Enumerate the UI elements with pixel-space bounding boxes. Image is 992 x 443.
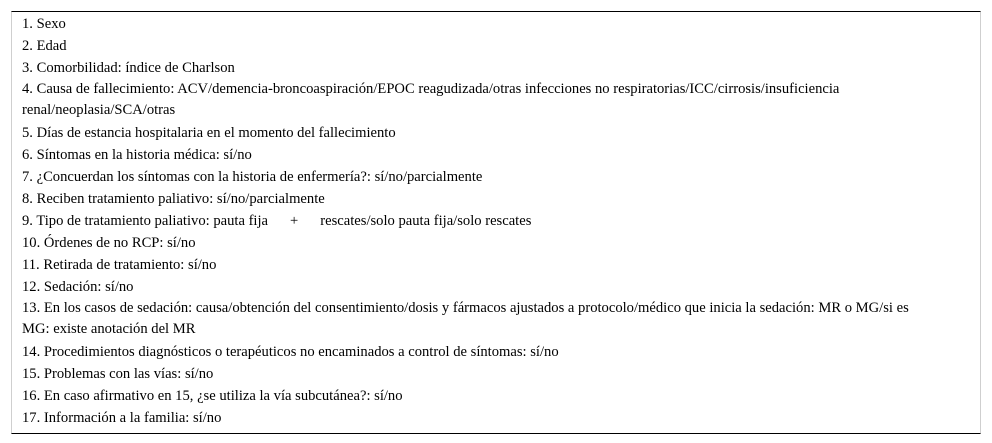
variables-table xyxy=(11,11,981,434)
list-item: 5. Días de estancia hospitalaria en el momento del fallecimiento xyxy=(22,125,396,141)
list-item: 1. Sexo xyxy=(22,16,66,32)
list-item: 6. Síntomas en la historia médica: sí/no xyxy=(22,147,252,163)
list-item: 14. Procedimientos diagnósticos o terapéuticos no encaminados a control de síntomas: sí/no xyxy=(22,344,559,360)
variables-list xyxy=(12,13,980,429)
list-item: 3. Comorbilidad: índice de Charlson xyxy=(22,60,235,76)
list-item: 17. Información a la familia: sí/no xyxy=(22,410,222,426)
list-item: 15. Problemas con las vías: sí/no xyxy=(22,366,214,382)
list-item: 4. Causa de fallecimiento: ACV/demencia-broncoaspiración/EPOC reagudizada/otras infecciones no respiratorias/ICC/cirrosis/insuficiencia renal/neoplasia/SCA/otras xyxy=(22,81,840,118)
list-item: 11. Retirada de tratamiento: sí/no xyxy=(22,257,217,273)
list-item: 16. En caso afirmativo en 15, ¿se utiliza la vía subcutánea?: sí/no xyxy=(22,388,403,404)
list-item: 12. Sedación: sí/no xyxy=(22,279,134,295)
list-item: 10. Órdenes de no RCP: sí/no xyxy=(22,235,196,251)
plus-symbol: + xyxy=(290,213,299,229)
item-text: 9. Tipo de tratamiento paliativo: pauta fija xyxy=(22,213,269,229)
list-item: 8. Reciben tratamiento paliativo: sí/no/parcialmente xyxy=(22,191,325,207)
list-item: 2. Edad xyxy=(22,38,67,54)
item-text: rescates/solo pauta fija/solo rescates xyxy=(320,213,532,229)
list-item: 13. En los casos de sedación: causa/obtención del consentimiento/dosis y fármacos ajustados a protocolo/médico que inicia la sedación: MR o MG/si es MG: existe anotación del MR xyxy=(22,300,909,337)
list-item: 7. ¿Concuerdan los síntomas con la historia de enfermería?: sí/no/parcialmente xyxy=(22,169,483,185)
list-item xyxy=(12,210,980,232)
